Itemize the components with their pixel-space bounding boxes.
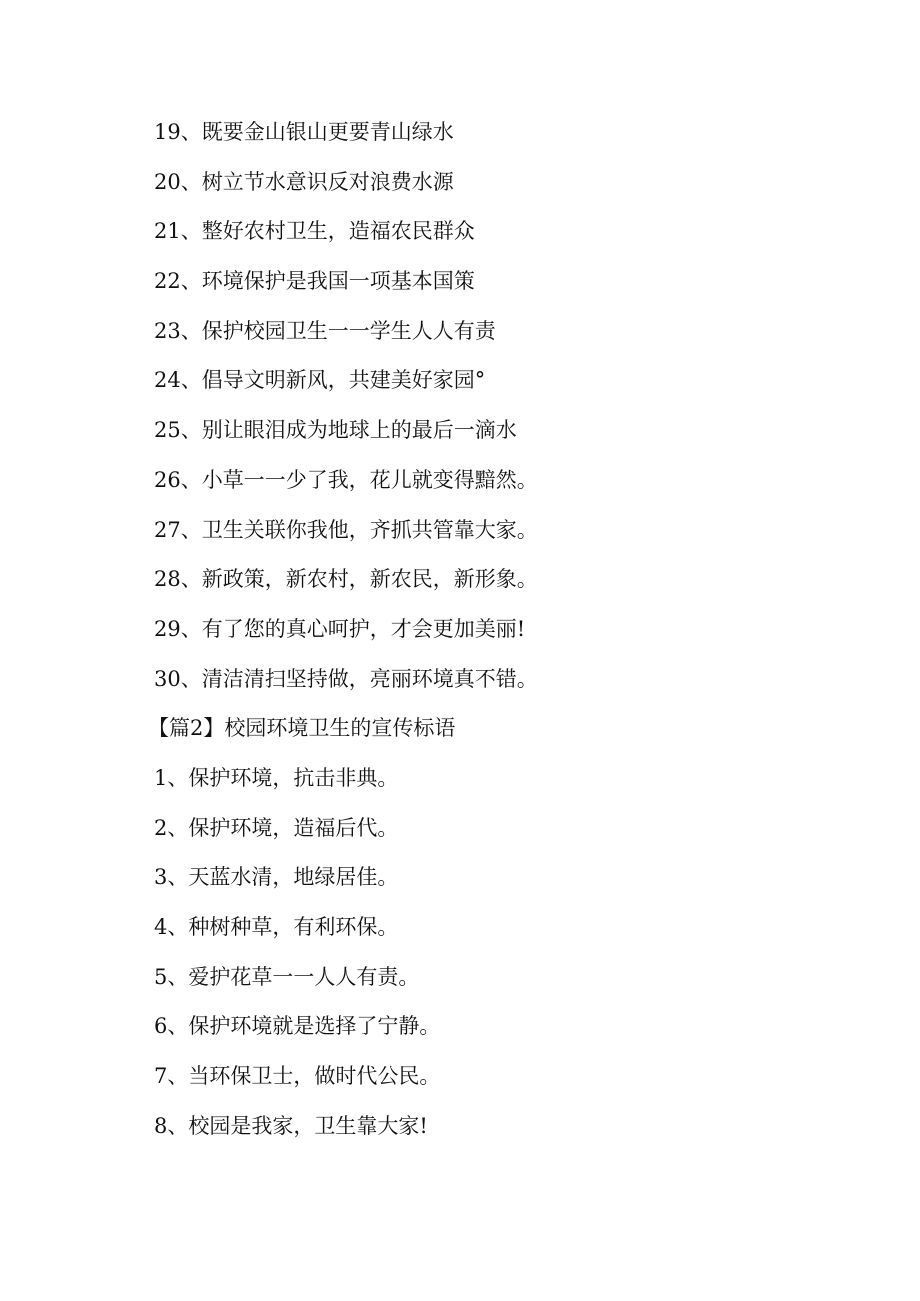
section-heading: 【篇2】校园环境卫生的宣传标语 xyxy=(148,716,456,741)
list-item: 6、保护环境就是选择了宁静。 xyxy=(154,1014,441,1039)
list-item: 8、校园是我家，卫生靠大家! xyxy=(154,1113,428,1138)
list-item: 3、天蓝水清，地绿居佳。 xyxy=(154,865,399,890)
list-item: 19、既要金山银山更要青山绿水 xyxy=(154,120,454,144)
list-item: 4、种树种草，有利环保。 xyxy=(154,915,399,939)
list-item: 29、有了您的真心呵护，才会更加美丽! xyxy=(154,616,526,641)
list-item: 23、保护校园卫生一一学生人人有责 xyxy=(154,318,496,343)
list-item: 5、爱护花草一一人人有责。 xyxy=(154,964,420,989)
slogan-list xyxy=(148,112,854,1155)
list-item: 24、倡导文明新风，共建美好家园° xyxy=(154,368,486,393)
list-item: 2、保护环境，造福后代。 xyxy=(154,815,399,840)
list-item: 26、小草一一少了我，花儿就变得黯然。 xyxy=(154,467,538,492)
list-item: 28、新政策，新农村，新农民，新形象。 xyxy=(154,567,538,592)
list-item: 25、别让眼泪成为地球上的最后一滴水 xyxy=(154,418,517,443)
list-item: 20、树立节水意识反对浪费水源 xyxy=(154,169,454,194)
list-item: 22、环境保护是我国一项基本国策 xyxy=(154,269,475,294)
list-item: 30、清洁清扫坚持做，亮丽环境真不错。 xyxy=(154,666,538,691)
list-item: 7、当环保卫士，做时代公民。 xyxy=(154,1064,441,1089)
list-item: 27、卫生关联你我他，齐抓共管靠大家。 xyxy=(154,517,538,542)
list-item: 21、整好农村卫生，造福农民群众 xyxy=(154,219,475,244)
list-item: 1、保护环境，抗击非典。 xyxy=(154,765,399,790)
